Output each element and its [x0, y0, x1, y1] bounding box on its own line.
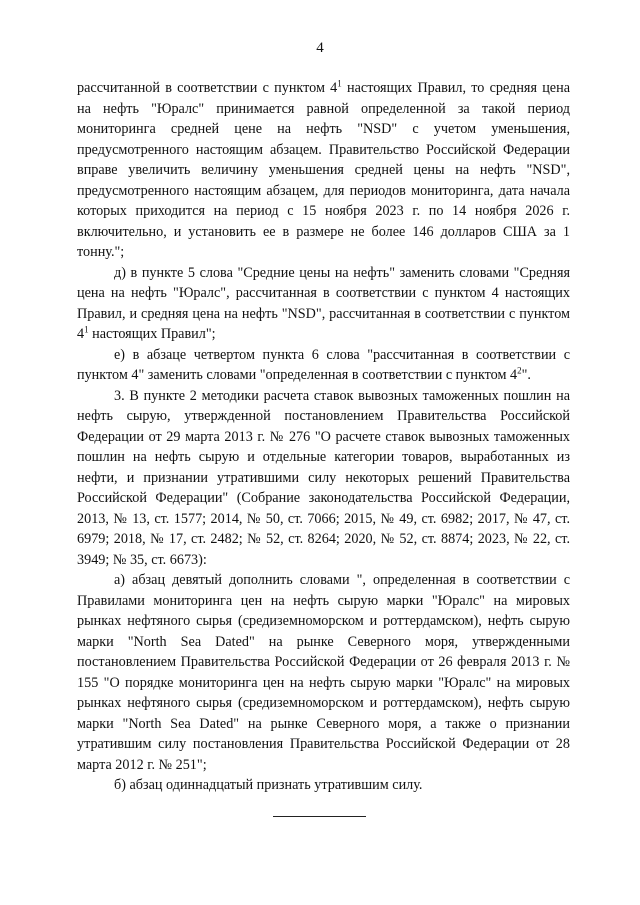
paragraph-continuation — [77, 78, 570, 263]
text-run: настоящих Правил, то средняя цена на нефть "Юралс" принимается равной определенной за такой период мониторинга средней цене на нефть "NSD" с учетом уменьшения, предусмотренного настоящим абзацем. Правительство Российской Федерации вправе увеличить величину уменьшения средней цены на нефть "NSD", предусмотренного настоящим абзацем, для периодов мониторинга, дата начала которых приходится на период с 15 ноября 2023 г. по 14 ноября 2026 г. включительно, и установить ее в размере не более 146 долларов США за 1 тонну."; — [77, 80, 570, 260]
text-run: 3. В пункте 2 методики расчета ставок вывозных таможенных пошлин на нефть сырую, утвержденной постановлением Правительства Российской Федерации от 29 марта 2013 г. № 276 "О расчете ставок вывозных таможенных пошлин на нефть сырую и отдельные категории товаров, выработанных из нефти, и признании утратившими силу некоторых решений Правительства Российской Федерации" (Собрание законодательства Российской Федерации, 2013, № 13, ст. 1577; 2014, № 50, ст. 7066; 2015, № 49, ст. 6982; 2017, № 47, ст. 6979; 2018, № 17, ст. 2482; № 52, ст. 8264; 2020, № 52, ст. 8874; 2023, № 22, ст. 3949; № 35, ст. 6673): — [77, 387, 570, 568]
text-run: б) абзац одиннадцатый признать утратившим силу. — [114, 777, 423, 793]
text-run: д) в пункте 5 слова "Средние цены на нефть" заменить словами "Средняя цена на нефть "Юралс", рассчитанная в соответствии с пунктом 4 настоящих Правил, и средняя цена на нефть "NSD", рассчитанная в соответствии с пунктом 4 — [77, 264, 570, 342]
paragraph-point-3 — [77, 386, 570, 571]
paragraph-item-a — [77, 570, 570, 775]
text-run: рассчитанной в соответствии с пунктом 4 — [77, 80, 338, 96]
paragraph-item-b — [77, 775, 570, 796]
paragraph-item-d — [77, 263, 570, 345]
superscript: 2 — [517, 365, 522, 376]
document-body — [77, 78, 570, 796]
paragraph-item-e — [77, 345, 570, 386]
text-run: настоящих Правил"; — [88, 326, 216, 342]
superscript: 1 — [84, 324, 89, 335]
text-run: а) абзац девятый дополнить словами ", определенная в соответствии с Правилами мониторинга цен на нефть сырую марки "Юралс" на мировых рынках нефтяного сырья (средиземноморском и роттердамском), нефть сырую марки "North Sea Dated" на рынке Северного моря, утвержденными постановлением Правительства Российской Федерации от 26 февраля 2013 г. № 155 "О порядке мониторинга цен на нефть сырую марки "Юралс" на мировых рынках нефтяного сырья (средиземноморском и роттердамском), нефть сырую марки "North Sea Dated" на рынке Северного моря, а также о признании утратившим силу постановления Правительства Российской Федерации от 28 марта 2012 г. № 251"; — [77, 572, 570, 773]
superscript: 1 — [337, 78, 342, 89]
page-number: 4 — [316, 40, 324, 56]
text-run: е) в абзаце четвертом пункта 6 слова "рассчитанная в соответствии с пунктом 4" заменить словами "определенная в соответствии с пунктом 4 — [77, 346, 570, 383]
end-separator-line — [273, 816, 366, 817]
text-run: ". — [521, 367, 531, 383]
